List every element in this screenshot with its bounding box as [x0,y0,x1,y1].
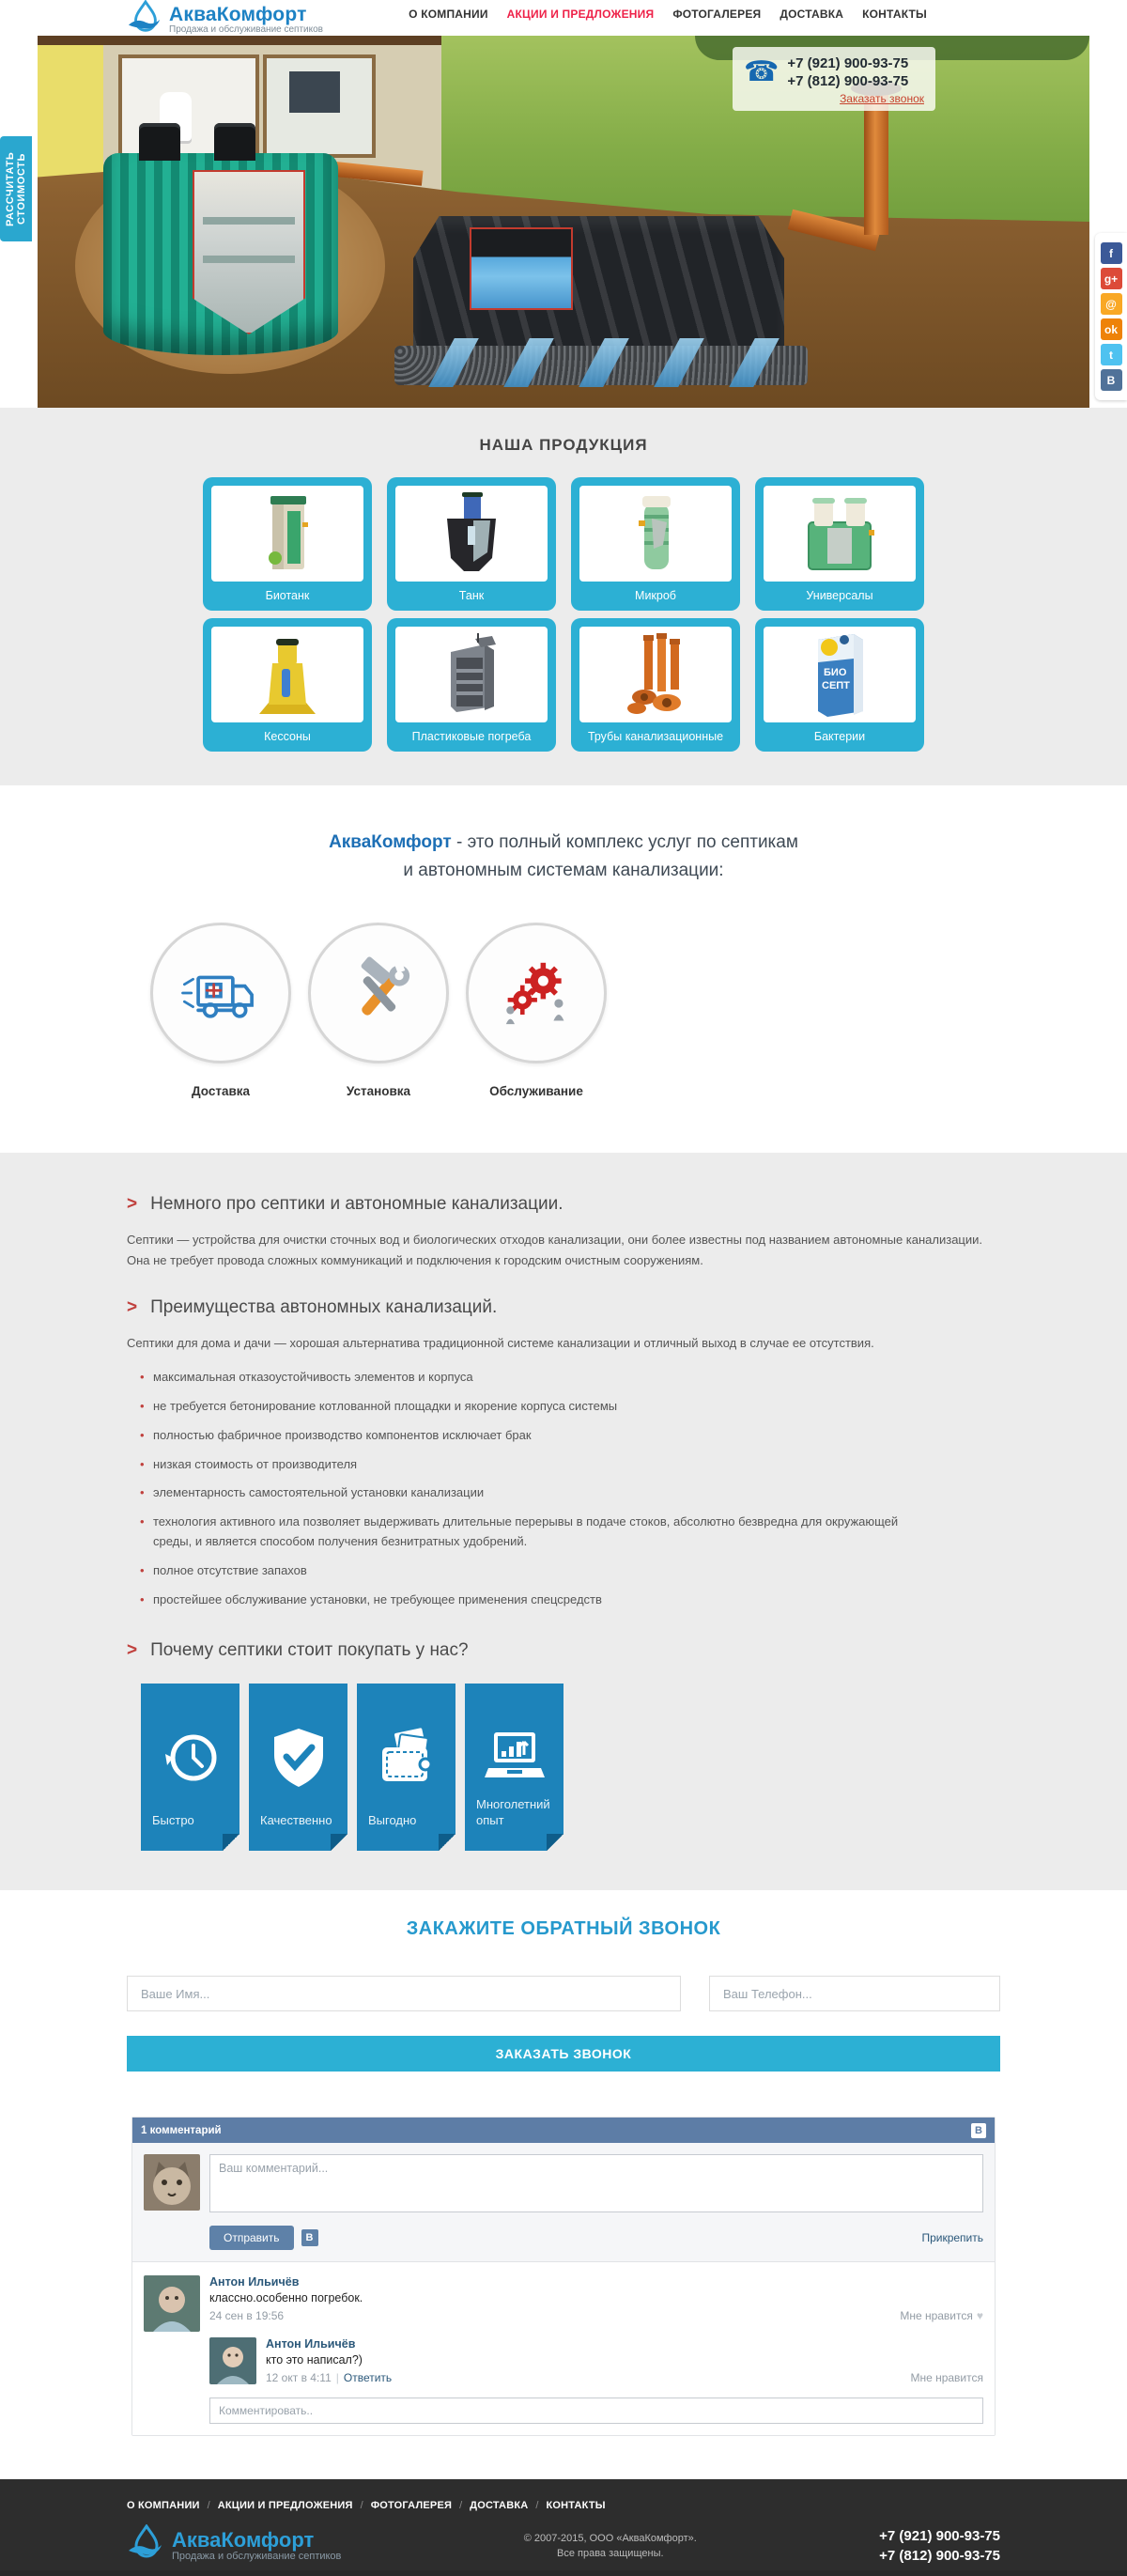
comments-count: 1 комментарий [141,2124,222,2136]
product-label: Микроб [635,589,676,602]
phone-input[interactable] [709,1976,1000,2011]
order-call-link[interactable]: Заказать звонок [840,92,924,105]
svg-text:БИО: БИО [824,667,847,678]
nav-item-contacts[interactable]: КОНТАКТЫ [862,7,927,21]
logo-subtitle: Продажа и обслуживание септиков [169,23,323,35]
service-label: Обслуживание [489,1084,583,1098]
product-image-bakterii [764,627,916,722]
logo[interactable] [127,0,323,40]
about-heading-1: > Немного про септики и автономные канализации. [127,1194,564,1214]
about-section [0,1153,1127,1890]
send-comment-button[interactable]: Отправить [209,2226,294,2250]
about-heading-3: > Почему септики стоит покупать у нас? [127,1640,469,1661]
service-label: Установка [346,1084,411,1098]
service-installation[interactable] [308,923,449,1098]
product-card-biotank[interactable] [203,477,372,611]
hero-window [289,71,340,113]
avatar [209,2337,256,2384]
chevron-icon: > [127,1297,138,1318]
google-plus-icon[interactable]: g+ [1101,268,1122,289]
mail-ru-icon[interactable]: @ [1101,293,1122,315]
why-card-experience[interactable] [465,1684,564,1851]
product-card-pogreba[interactable] [387,618,556,752]
footer-phone-2: +7 (812) 900-93-75 [879,2547,1000,2564]
logo-drop-icon [127,0,162,40]
why-label: Быстро [152,1813,194,1828]
product-card-tank[interactable] [387,477,556,611]
footer-nav-promotions[interactable]: АКЦИИ И ПРЕДЛОЖЕНИЯ [217,2500,353,2512]
why-label: Качественно [260,1813,332,1828]
product-image-pogreba [395,627,548,722]
about-heading-2: > Преимущества автономных канализаций. [127,1297,498,1318]
comment-text: классно.особенно погребок. [209,2291,363,2305]
why-cards [141,1684,1000,1851]
hero-pipe-vertical [864,94,888,235]
about-paragraph-1: Септики — устройства для очистки сточных вод и биологических отходов канализации, они более известны под названием автономные канализации. Она не требует провода сложных коммуникаций и подключения к городским очистным сооружениям. [127,1233,983,1268]
list-item: • не требуется бетонирование котлованной площадки и якорение корпуса системы [140,1392,929,1421]
comment-date: 24 сен в 19:56 [209,2309,285,2323]
nav-item-gallery[interactable]: ФОТОГАЛЕРЕЯ [672,7,762,21]
phone-number-2: +7 (812) 900-93-75 [787,73,909,89]
product-image-kessony [211,627,363,722]
services-section [0,785,1127,1153]
order-call-button[interactable]: ЗАКАЗАТЬ ЗВОНОК [127,2036,1000,2072]
avatar [144,2275,200,2332]
vk-comments-header [132,2118,995,2143]
list-item: • технология активного ила позволяет выдерживать длительные перерывы в подаче стоков, абсолютно безвредна для окружающей среды, и является способом получения безнитратных удобрений. [140,1508,929,1557]
why-card-fast[interactable] [141,1684,239,1851]
avatar [144,2154,200,2211]
like-link[interactable]: Мне нравится ♥ [900,2309,983,2323]
vk-logo-icon: В [971,2123,986,2138]
comment-date: 12 окт в 4:11 [266,2371,332,2385]
why-label: Выгодно [368,1813,417,1828]
comment-text: кто это написал?) [266,2353,363,2367]
vk-auth-icon[interactable]: В [301,2229,318,2246]
phone-number-1: +7 (921) 900-93-75 [787,55,909,71]
corner-fold [439,1834,455,1851]
product-image-universaly [764,486,916,582]
heart-icon: ♥ [976,2309,983,2323]
callback-title: ЗАКАЖИТЕ ОБРАТНЫЙ ЗВОНОК [406,1918,721,1940]
footer-logo[interactable] [127,2524,341,2567]
laptop-chart-icon [483,1729,547,1787]
wallet-money-icon [377,1727,437,1789]
list-item: • простейшее обслуживание установки, не требующее применения спецсредств [140,1586,929,1615]
like-link[interactable]: Мне нравится [910,2371,983,2385]
about-paragraph-2: Септики для дома и дачи — хорошая альтернатива традиционной системе канализации и отличный выход в случае ее отсутствия. [127,1336,874,1351]
corner-fold [547,1834,564,1851]
services-title: АкваКомфорт - это полный комплекс услуг по септикам и автономным системам канализации: [329,832,798,880]
product-label: Универсалы [806,589,873,602]
list-item: • низкая стоимость от производителя [140,1451,929,1480]
products-section [0,408,1127,785]
attach-link[interactable]: Прикрепить [921,2231,983,2245]
product-card-mikrob[interactable] [571,477,740,611]
product-card-kessony[interactable] [203,618,372,752]
comment-author[interactable]: Антон Ильичёв [266,2337,356,2351]
comment [144,2275,983,2424]
chevron-icon: > [127,1640,138,1661]
phone-card [733,47,935,111]
product-label: Бактерии [813,730,866,743]
vk-comments-list [132,2262,995,2435]
delivery-truck-icon [150,923,291,1063]
service-delivery[interactable] [150,923,291,1098]
name-input[interactable] [127,1976,681,2011]
hero-black-infiltrator [413,216,784,357]
product-card-bakterii[interactable] [755,618,924,752]
footer-logo-subtitle: Продажа и обслуживание септиков [172,2550,342,2562]
svg-text:СЕПТ: СЕПТ [822,680,850,691]
nav-item-promotions[interactable]: АКЦИИ И ПРЕДЛОЖЕНИЯ [506,7,655,21]
header [0,0,1127,36]
product-label: Кессоны [264,730,311,743]
product-image-tank [395,486,548,582]
product-image-biotank [211,486,363,582]
list-item: • полное отсутствие запахов [140,1557,929,1586]
twitter-icon[interactable]: t [1101,344,1122,365]
why-card-profitable[interactable] [357,1684,455,1851]
footer-phone-1: +7 (921) 900-93-75 [879,2527,1000,2544]
service-maintenance[interactable] [466,923,607,1098]
why-label: Многолетний опыт [476,1797,550,1828]
logo-title: АкваКомфорт [169,3,307,25]
why-card-quality[interactable] [249,1684,347,1851]
callback-section [0,1890,1127,2479]
product-card-truby[interactable] [571,618,740,752]
shield-check-icon [270,1727,327,1789]
service-label: Доставка [191,1084,251,1098]
social-bar [1095,233,1127,400]
clock-history-icon [160,1727,222,1789]
reply-comment-input[interactable] [209,2398,983,2424]
main-nav [409,8,1000,21]
reply-link[interactable]: Ответить [343,2371,393,2385]
comment-author[interactable]: Антон Ильичёв [209,2275,300,2289]
services-brand: АкваКомфорт [329,832,452,852]
comment-textarea[interactable] [209,2154,983,2212]
list-item: • полностью фабричное производство компонентов исключает брак [140,1421,929,1451]
advantages-list [140,1363,1000,1614]
corner-fold [331,1834,347,1851]
product-label: Танк [458,589,485,602]
odnoklassniki-icon[interactable]: ok [1101,318,1122,340]
footer-nav-about[interactable]: О КОМПАНИИ [127,2500,200,2512]
hammer-wrench-icon [308,923,449,1063]
product-label: Биотанк [265,589,310,602]
corner-fold [223,1834,239,1851]
nav-item-delivery[interactable]: ДОСТАВКА [780,7,844,21]
copyright: © 2007-2015, ООО «АкваКомфорт». Все права защищены. [523,2532,697,2559]
footer-nav-contacts[interactable]: КОНТАКТЫ [546,2500,606,2512]
footer-phones [879,2526,1000,2566]
product-label: Трубы канализационные [587,730,724,743]
chevron-icon: > [127,1194,138,1214]
vk-comments-widget [131,2117,996,2436]
products-title: НАША ПРОДУКЦИЯ [479,436,648,454]
list-item: • элементарность самостоятельной установки канализации [140,1479,929,1508]
nav-item-about[interactable]: О КОМПАНИИ [409,7,488,21]
telephone-icon: ☎ [744,56,780,87]
product-image-mikrob [579,486,732,582]
facebook-icon[interactable]: f [1101,242,1122,264]
vk-comment-form [132,2143,995,2262]
footer-nav-delivery[interactable]: ДОСТАВКА [470,2500,529,2512]
vkontakte-icon[interactable]: В [1101,369,1122,391]
gears-icon [466,923,607,1063]
product-card-universaly[interactable] [755,477,924,611]
logo-drop-icon [127,2524,164,2567]
hero-wall [38,45,103,186]
footer-nav-gallery[interactable]: ФОТОГАЛЕРЕЯ [370,2500,453,2512]
product-label: Пластиковые погреба [411,730,532,743]
hero-banner [38,36,1089,408]
list-item: • максимальная отказоустойчивость элементов и корпуса [140,1363,929,1392]
calculate-cost-tab[interactable]: РАССЧИТАТЬ СТОИМОСТЬ [0,136,32,241]
hero-green-septic-tank [103,153,338,355]
product-image-truby [579,627,732,722]
comment-reply: Антон Ильичёв кто это написал?) 12 окт в 4:11 | Ответить Мне нравится [209,2337,983,2384]
footer-nav: О КОМПАНИИ / АКЦИИ И ПРЕДЛОЖЕНИЯ / ФОТОГАЛЕРЕЯ / ДОСТАВКА / КОНТАКТЫ [127,2500,606,2512]
footer-logo-title: АкваКомфорт [172,2527,315,2552]
footer [0,2479,1127,2576]
